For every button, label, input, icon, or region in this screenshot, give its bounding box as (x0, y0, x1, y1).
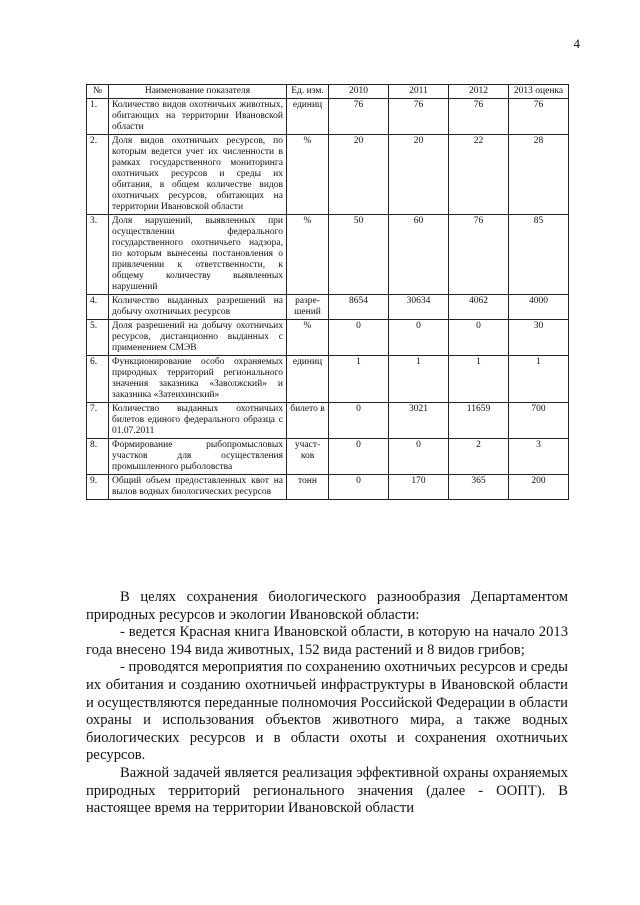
table-row (87, 215, 569, 295)
row-indicator-name: Количество выданных охотничьих билетов единого федерального образца с 01.07.2011 (109, 403, 287, 439)
row-value-2012: 22 (449, 135, 509, 215)
table-row (87, 356, 569, 403)
paragraph: В целях сохранения биологического разнообразия Департаментом природных ресурсов и экологии Ивановской области: (86, 589, 568, 623)
row-value-2012: 76 (449, 215, 509, 295)
row-value-2013: 200 (509, 475, 569, 500)
row-indicator-name: Функционирование особо охраняемых природных территорий регионального значения заказника «Заволжский» и заказника «Затеихинский» (109, 356, 287, 403)
row-value-2013: 30 (509, 320, 569, 356)
row-unit: билето в (287, 403, 329, 439)
row-value-2013: 1 (509, 356, 569, 403)
row-value-2011: 30634 (389, 295, 449, 320)
table-row (87, 135, 569, 215)
row-number: 4. (87, 295, 109, 320)
row-value-2010: 1 (329, 356, 389, 403)
row-value-2013: 4000 (509, 295, 569, 320)
row-value-2012: 76 (449, 99, 509, 135)
page-number: 4 (573, 36, 580, 51)
row-value-2012: 2 (449, 439, 509, 475)
row-unit: разре-шений (287, 295, 329, 320)
row-value-2011: 60 (389, 215, 449, 295)
row-indicator-name: Доля нарушений, выявленных при осуществлении федерального государственного охотничьего надзора, по которым вынесены постановления о привлечении к ответственности, к общему количеству выявленных нарушений (109, 215, 287, 295)
table-row (87, 403, 569, 439)
header-unit: Ед. изм. (287, 85, 329, 99)
row-indicator-name: Общий объем предоставленных квот на вылов водных биологических ресурсов (109, 475, 287, 500)
row-number: 6. (87, 356, 109, 403)
row-value-2011: 0 (389, 320, 449, 356)
row-number: 3. (87, 215, 109, 295)
table-row (87, 320, 569, 356)
table-header-row (87, 85, 569, 99)
header-2011: 2011 (389, 85, 449, 99)
table-row (87, 99, 569, 135)
row-unit: % (287, 215, 329, 295)
row-value-2010: 0 (329, 475, 389, 500)
header-indicator-name: Наименование показателя (109, 85, 287, 99)
row-value-2012: 4062 (449, 295, 509, 320)
paragraph: - проводятся мероприятия по сохранению охотничьих ресурсов и среды их обитания и созданию охотничьей инфраструктуры в Ивановской области и осуществляются переданные полномочия Российской Федерации в области охраны и использования объектов животного мира, а также водных биологических ресурсов и в области охоты и сохранения охотничьих ресурсов. (86, 659, 568, 764)
row-unit: участ-ков (287, 439, 329, 475)
table-row (87, 439, 569, 475)
row-indicator-name: Доля видов охотничьих ресурсов, по которым ведется учет их численности в рамках государственного мониторинга охотничьих ресурсов и среды их обитания, в общем количестве видов охотничьих ресурсов, обитающих на территории Ивановской области (109, 135, 287, 215)
row-number: 1. (87, 99, 109, 135)
row-number: 5. (87, 320, 109, 356)
header-2012: 2012 (449, 85, 509, 99)
row-value-2012: 11659 (449, 403, 509, 439)
body-text (86, 589, 568, 818)
table-row (87, 295, 569, 320)
row-value-2013: 76 (509, 99, 569, 135)
row-unit: % (287, 135, 329, 215)
indicators-table (86, 84, 569, 500)
row-value-2013: 3 (509, 439, 569, 475)
row-value-2010: 0 (329, 403, 389, 439)
row-unit: единиц (287, 356, 329, 403)
row-unit: единиц (287, 99, 329, 135)
row-value-2010: 0 (329, 320, 389, 356)
row-value-2011: 0 (389, 439, 449, 475)
row-value-2010: 76 (329, 99, 389, 135)
row-value-2012: 1 (449, 356, 509, 403)
row-value-2013: 28 (509, 135, 569, 215)
row-number: 9. (87, 475, 109, 500)
row-unit: % (287, 320, 329, 356)
paragraph: - ведется Красная книга Ивановской области, в которую на начало 2013 года внесено 194 вида животных, 152 вида растений и 8 видов грибов; (86, 624, 568, 658)
header-2013: 2013 оценка (509, 85, 569, 99)
row-number: 8. (87, 439, 109, 475)
table-row (87, 475, 569, 500)
row-value-2011: 76 (389, 99, 449, 135)
paragraph: Важной задачей является реализация эффективной охраны охраняемых природных территорий регионального значения (далее - ООПТ). В настоящее время на территории Ивановской области (86, 764, 568, 817)
row-value-2010: 8654 (329, 295, 389, 320)
row-indicator-name: Доля разрешений на добычу охотничьих ресурсов, дистанционно выданных с применением СМЭВ (109, 320, 287, 356)
row-value-2010: 20 (329, 135, 389, 215)
row-indicator-name: Количество видов охотничьих животных, обитающих на территории Ивановской области (109, 99, 287, 135)
row-indicator-name: Формирование рыбопромысловых участков для осуществления промышленного рыболовства (109, 439, 287, 475)
header-2010: 2010 (329, 85, 389, 99)
row-value-2010: 0 (329, 439, 389, 475)
row-value-2010: 50 (329, 215, 389, 295)
row-value-2013: 700 (509, 403, 569, 439)
row-number: 7. (87, 403, 109, 439)
row-value-2011: 3021 (389, 403, 449, 439)
row-value-2011: 20 (389, 135, 449, 215)
row-value-2013: 85 (509, 215, 569, 295)
row-value-2012: 365 (449, 475, 509, 500)
row-value-2011: 1 (389, 356, 449, 403)
header-number: № (87, 85, 109, 99)
row-number: 2. (87, 135, 109, 215)
row-indicator-name: Количество выданных разрешений на добычу охотничьих ресурсов (109, 295, 287, 320)
row-value-2012: 0 (449, 320, 509, 356)
row-value-2011: 170 (389, 475, 449, 500)
row-unit: тонн (287, 475, 329, 500)
